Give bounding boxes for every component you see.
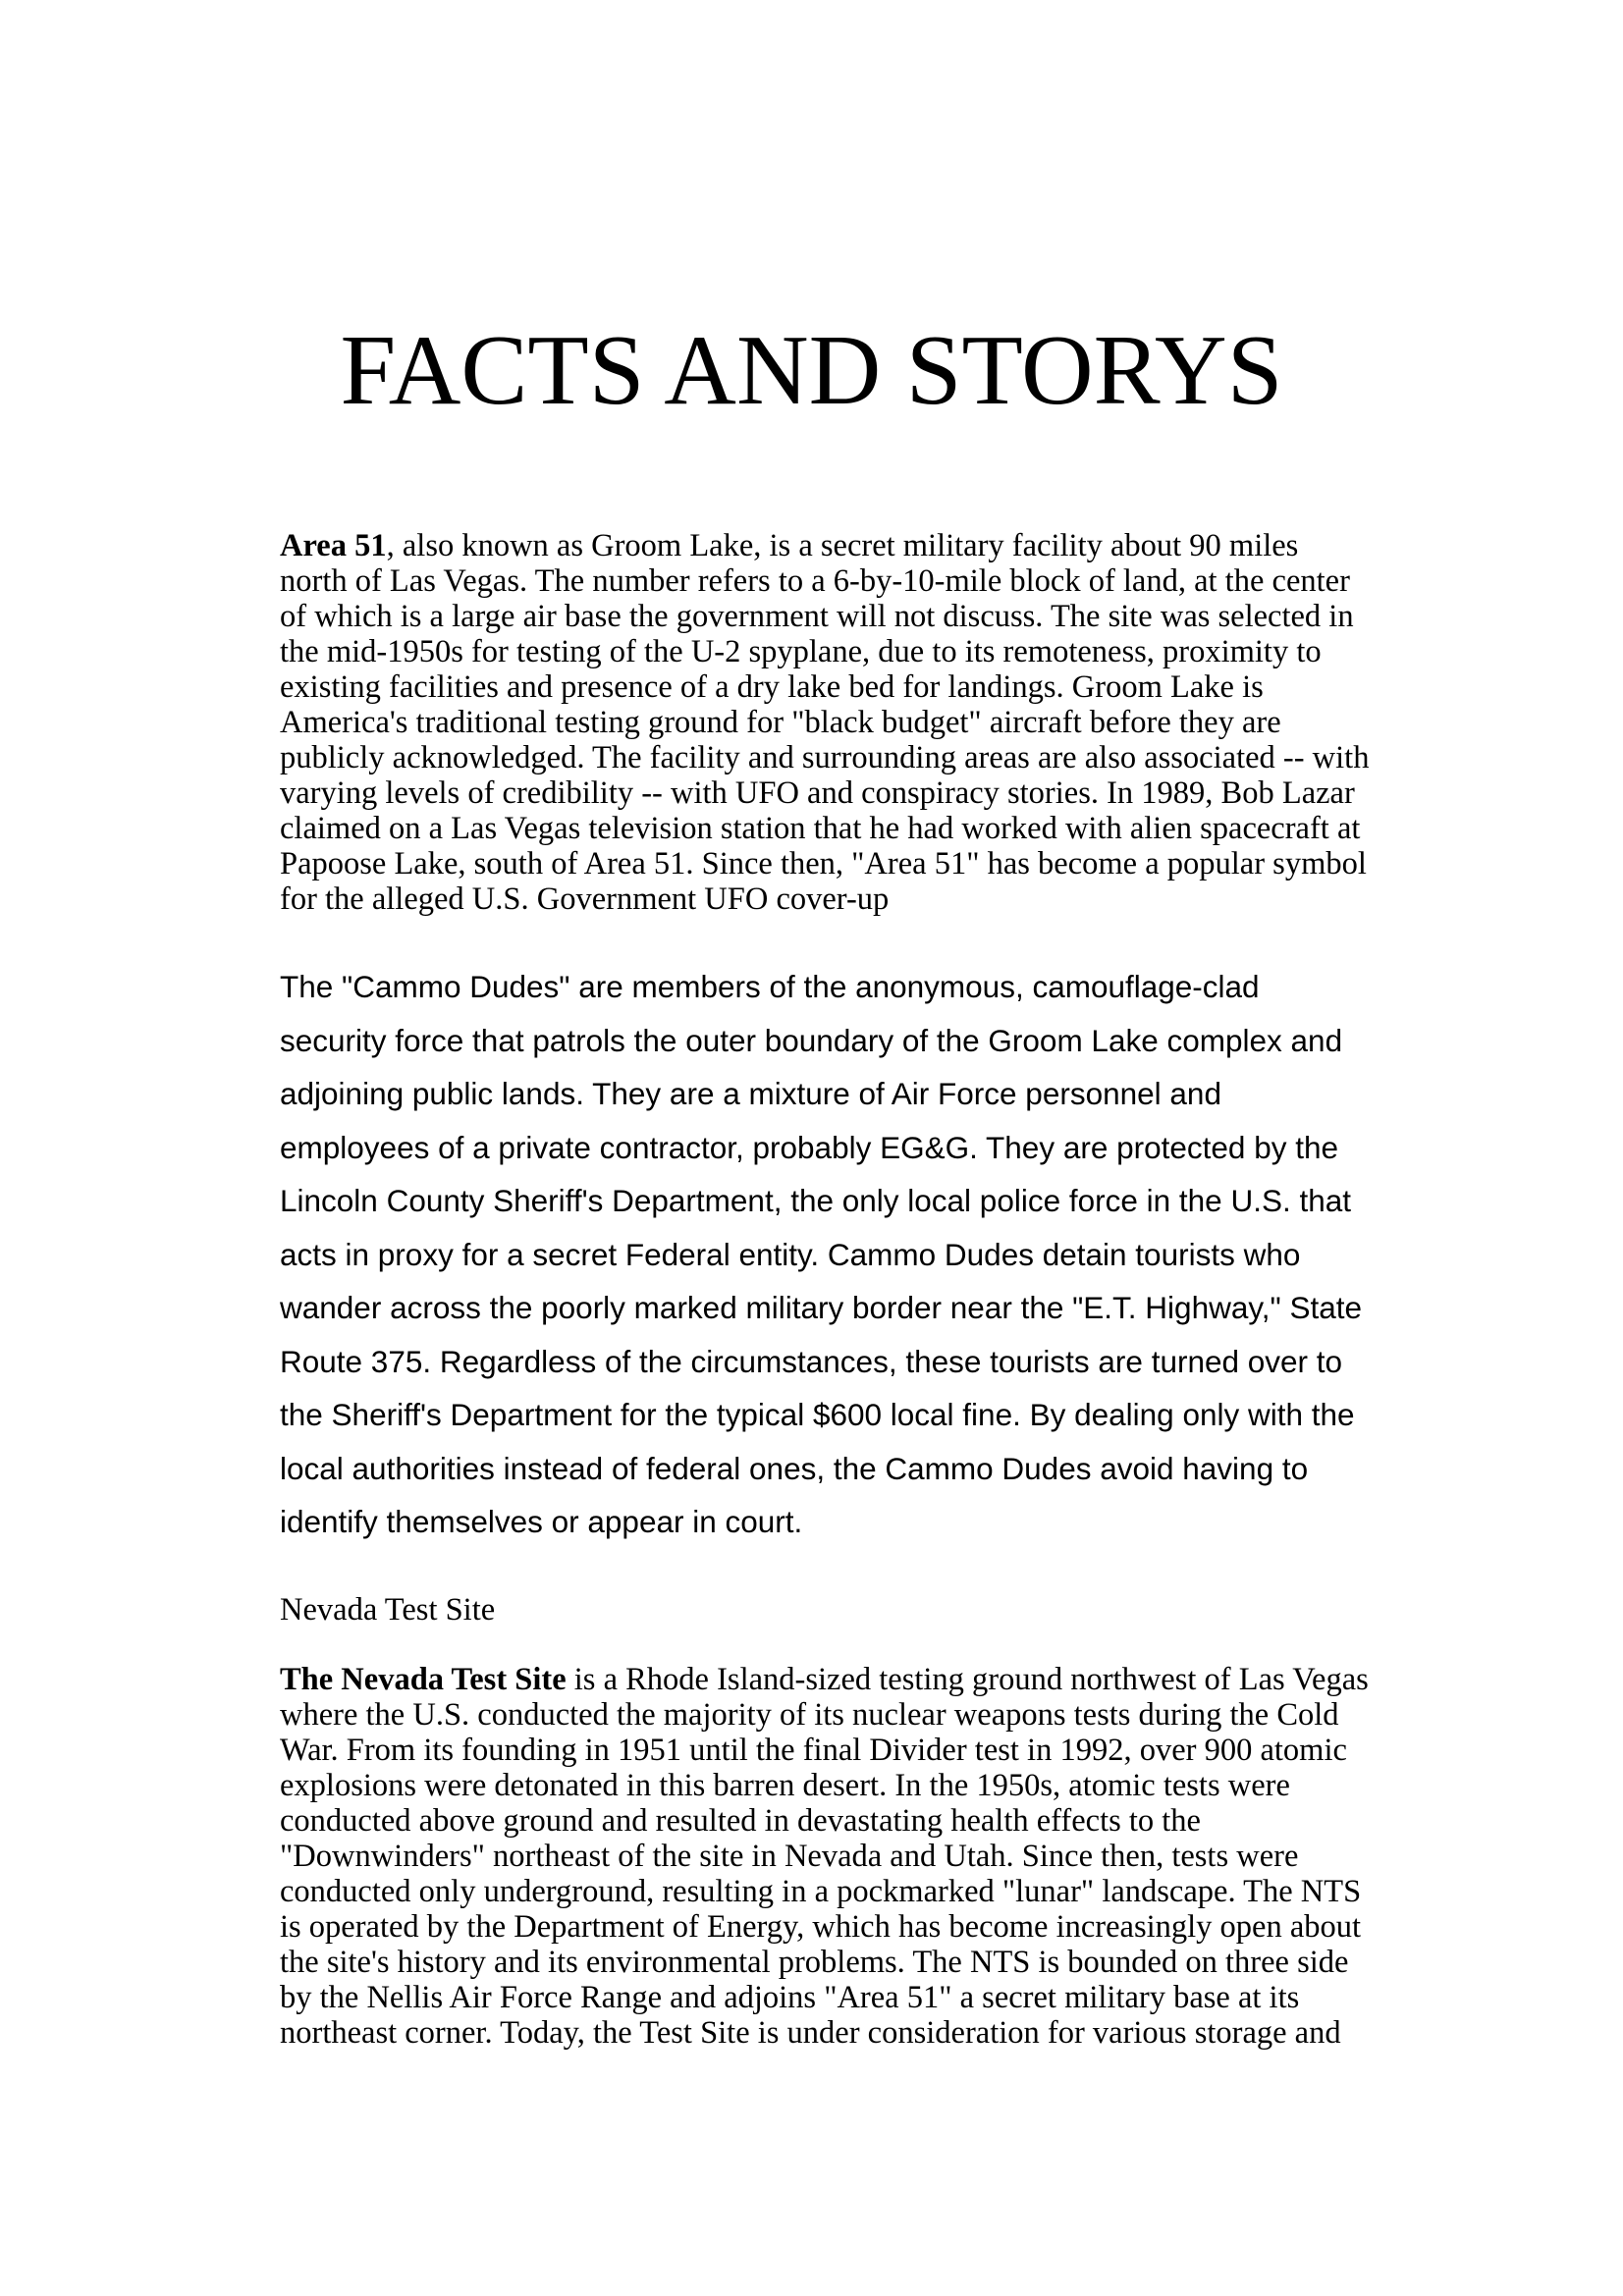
area51-lead: Area 51: [280, 528, 387, 563]
cammo-dudes-lead: The "Cammo Dudes": [280, 969, 570, 1004]
nevada-test-site-text: is a Rhode Island-sized testing ground northwest of Las Vegas where the U.S. conducted the majority of its nuclear weapons tests during the Cold War. From its founding in 1951 until the final Divider test in 1992, over 900 atomic explosions were detonated in this barren desert. In the 1950s, atomic tests were conducted above ground and resulted in devastating health effects to the "Downwinders" northeast of the site in Nevada and Utah. Since then, tests were conducted only underground, resulting in a pockmarked "lunar" landscape. The NTS is operated by the Department of Energy, which has become increasingly open about the site's history and its environmental problems. The NTS is bounded on three side by the Nellis Air Force Range and adjoins "Area 51" a secret military base at its northeast corner. Today, the Test Site is under consideration for various storage and: [280, 1662, 1369, 2051]
nevada-test-site-lead: The Nevada Test Site: [280, 1662, 567, 1697]
nevada-test-site-paragraph: [280, 1662, 1370, 2051]
area51-paragraph: [280, 528, 1370, 917]
cammo-dudes-paragraph: [280, 960, 1370, 1549]
nevada-test-site-heading: Nevada Test Site: [280, 1592, 496, 1628]
document-title: FACTS AND STORYS: [340, 315, 1283, 426]
area51-text: , also known as Groom Lake, is a secret military facility about 90 miles north of Las Vegas. The number refers to a 6-by-10-mile block of land, at the center of which is a large air base the government will not discuss. The site was selected in the mid-1950s for testing of the U-2 spyplane, due to its remoteness, proximity to existing facilities and presence of a dry lake bed for landings. Groom Lake is America's traditional testing ground for "black budget" aircraft before they are publicly acknowledged. The facility and surrounding areas are also associated -- with varying levels of credibility -- with UFO and conspiracy stories. In 1989, Bob Lazar claimed on a Las Vegas television station that he had worked with alien spacecraft at Papoose Lake, south of Area 51. Since then, "Area 51" has become a popular symbol for the alleged U.S. Government UFO cover-up: [280, 528, 1370, 917]
cammo-dudes-text: are members of the anonymous, camouflage-clad security force that patrols the outer boundary of the Groom Lake complex and adjoining public lands. They are a mixture of Air Force personnel and employees of a private contractor, probably EG&G. They are protected by the Lincoln County Sheriff's Department, the only local police force in the U.S. that acts in proxy for a secret Federal entity. Cammo Dudes detain tourists who wander across the poorly marked military border near the "E.T. Highway," State Route 375. Regardless of the circumstances, these tourists are turned over to the Sheriff's Department for the typical $600 local fine. By dealing only with the local authorities instead of federal ones, the Cammo Dudes avoid having to identify themselves or appear in court.: [280, 969, 1363, 1539]
